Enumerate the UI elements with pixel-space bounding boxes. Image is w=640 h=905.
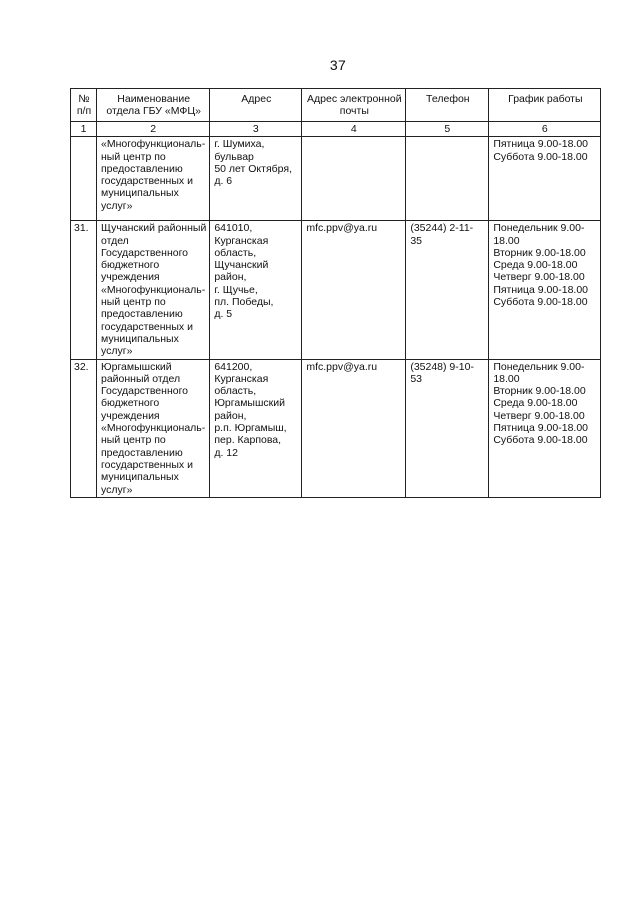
- cell-line: предоставлению: [101, 162, 183, 175]
- column-number: 3: [210, 122, 302, 137]
- column-number: 2: [97, 122, 210, 137]
- cell-line: д. 12: [214, 446, 238, 459]
- header-phone: [406, 89, 489, 122]
- cell-line: Вторник 9.00-18.00: [493, 246, 586, 259]
- schedule-cell: [489, 359, 601, 497]
- column-number-row: [71, 122, 601, 137]
- cell-line: Щучанский районный: [101, 222, 207, 235]
- phone-cell: [406, 221, 489, 359]
- header-address: [210, 89, 302, 122]
- cell-line: отдел: [101, 234, 129, 247]
- cell-line: 53: [410, 372, 423, 385]
- cell-line: бульвар: [214, 150, 254, 163]
- header-line: Адрес: [241, 93, 272, 105]
- cell-line: Понедельник 9.00-: [493, 222, 585, 235]
- page-number: 37: [329, 57, 347, 73]
- branch-name-cell: [97, 359, 210, 497]
- header-line: п/п: [76, 105, 92, 118]
- cell-line: Юргамышский: [101, 360, 172, 373]
- branch-name-cell: [97, 221, 210, 359]
- phone-cell: [406, 359, 489, 497]
- table-row: [71, 137, 601, 221]
- cell-line: учреждения: [101, 409, 160, 422]
- cell-line: (35244) 2-11-: [410, 222, 474, 235]
- cell-line: Среда 9.00-18.00: [493, 259, 578, 272]
- branch-table: [70, 88, 601, 498]
- cell-line: «Многофункциональ-: [101, 138, 206, 151]
- cell-line: Суббота 9.00-18.00: [493, 434, 588, 447]
- address-cell: [210, 359, 302, 497]
- cell-line: предоставлению: [101, 446, 183, 459]
- email-cell: mfc.ppv@ya.ru: [302, 359, 406, 497]
- cell-line: г. Шумиха,: [214, 138, 265, 151]
- cell-line: ный центр по: [101, 296, 166, 309]
- cell-line: государственных и: [101, 320, 193, 333]
- cell-line: район,: [214, 409, 247, 422]
- cell-line: бюджетного: [101, 397, 160, 410]
- cell-line: Щучанский: [214, 259, 269, 272]
- cell-line: Среда 9.00-18.00: [493, 397, 578, 410]
- cell-line: р.п. Юргамыш,: [214, 422, 287, 435]
- cell-line: Пятница 9.00-18.00: [493, 422, 589, 435]
- cell-line: д. 5: [214, 308, 233, 321]
- cell-line: предоставлению: [101, 308, 183, 321]
- column-number: 1: [71, 122, 97, 137]
- table-header-row: [71, 89, 601, 122]
- row-number: 32.: [71, 359, 97, 497]
- cell-line: д. 6: [214, 175, 233, 188]
- cell-line: Суббота 9.00-18.00: [493, 150, 588, 163]
- cell-line: 641200,: [214, 360, 253, 373]
- cell-line: Юргамышский: [214, 397, 285, 410]
- cell-line: 641010,: [214, 222, 253, 235]
- cell-line: область,: [214, 385, 257, 398]
- header-line: Наименование: [117, 93, 191, 105]
- cell-line: пл. Победы,: [214, 296, 274, 309]
- column-number: 6: [489, 122, 601, 137]
- header-line: График работы: [508, 93, 583, 105]
- table-row: [71, 221, 601, 359]
- cell-line: услуг»: [101, 483, 133, 496]
- cell-line: учреждения: [101, 271, 160, 284]
- phone-cell: [406, 137, 489, 221]
- cell-line: ный центр по: [101, 434, 166, 447]
- cell-line: районный отдел: [101, 372, 181, 385]
- cell-line: муниципальных: [101, 471, 179, 484]
- column-number: 5: [406, 122, 489, 137]
- cell-line: услуг»: [101, 345, 133, 358]
- header-line: почты: [339, 105, 369, 118]
- row-number: 31.: [71, 221, 97, 359]
- email-cell: mfc.ppv@ya.ru: [302, 221, 406, 359]
- header-no: [71, 89, 97, 122]
- cell-line: 35: [410, 234, 423, 247]
- cell-line: 18.00: [493, 234, 520, 247]
- cell-line: муниципальных: [101, 187, 179, 200]
- cell-line: Суббота 9.00-18.00: [493, 296, 588, 309]
- cell-line: Пятница 9.00-18.00: [493, 283, 589, 296]
- header-line: Адрес электронной: [307, 93, 402, 105]
- cell-line: район,: [214, 271, 247, 284]
- header-schedule: [489, 89, 601, 122]
- header-email: [302, 89, 406, 122]
- header-line: Телефон: [426, 93, 470, 105]
- branch-name-cell: [97, 137, 210, 221]
- cell-line: «Многофункциональ-: [101, 422, 206, 435]
- cell-line: услуг»: [101, 199, 133, 212]
- cell-line: 50 лет Октября,: [214, 162, 292, 175]
- schedule-cell: [489, 137, 601, 221]
- cell-line: «Многофункциональ-: [101, 283, 206, 296]
- cell-line: Государственного: [101, 385, 189, 398]
- schedule-cell: [489, 221, 601, 359]
- email-cell: [302, 137, 406, 221]
- cell-line: Пятница 9.00-18.00: [493, 138, 589, 151]
- address-cell: [210, 221, 302, 359]
- cell-line: 18.00: [493, 372, 520, 385]
- address-cell: [210, 137, 302, 221]
- cell-line: ный центр по: [101, 150, 166, 163]
- cell-line: область,: [214, 246, 257, 259]
- cell-line: Четверг 9.00-18.00: [493, 409, 585, 422]
- cell-line: Государственного: [101, 246, 189, 259]
- cell-line: Курганская: [214, 372, 269, 385]
- header-line: №: [78, 93, 90, 105]
- cell-line: Вторник 9.00-18.00: [493, 385, 586, 398]
- row-number: [71, 137, 97, 221]
- column-number: 4: [302, 122, 406, 137]
- cell-line: пер. Карпова,: [214, 434, 282, 447]
- cell-line: государственных и: [101, 458, 193, 471]
- cell-line: г. Щучье,: [214, 283, 258, 296]
- cell-line: муниципальных: [101, 332, 179, 345]
- cell-line: (35248) 9-10-: [410, 360, 474, 373]
- table-row: [71, 359, 601, 497]
- cell-line: Курганская: [214, 234, 269, 247]
- header-line: отдела ГБУ «МФЦ»: [106, 105, 201, 118]
- header-name: [97, 89, 210, 122]
- cell-line: Понедельник 9.00-: [493, 360, 585, 373]
- cell-line: бюджетного: [101, 259, 160, 272]
- cell-line: государственных и: [101, 175, 193, 188]
- cell-line: Четверг 9.00-18.00: [493, 271, 585, 284]
